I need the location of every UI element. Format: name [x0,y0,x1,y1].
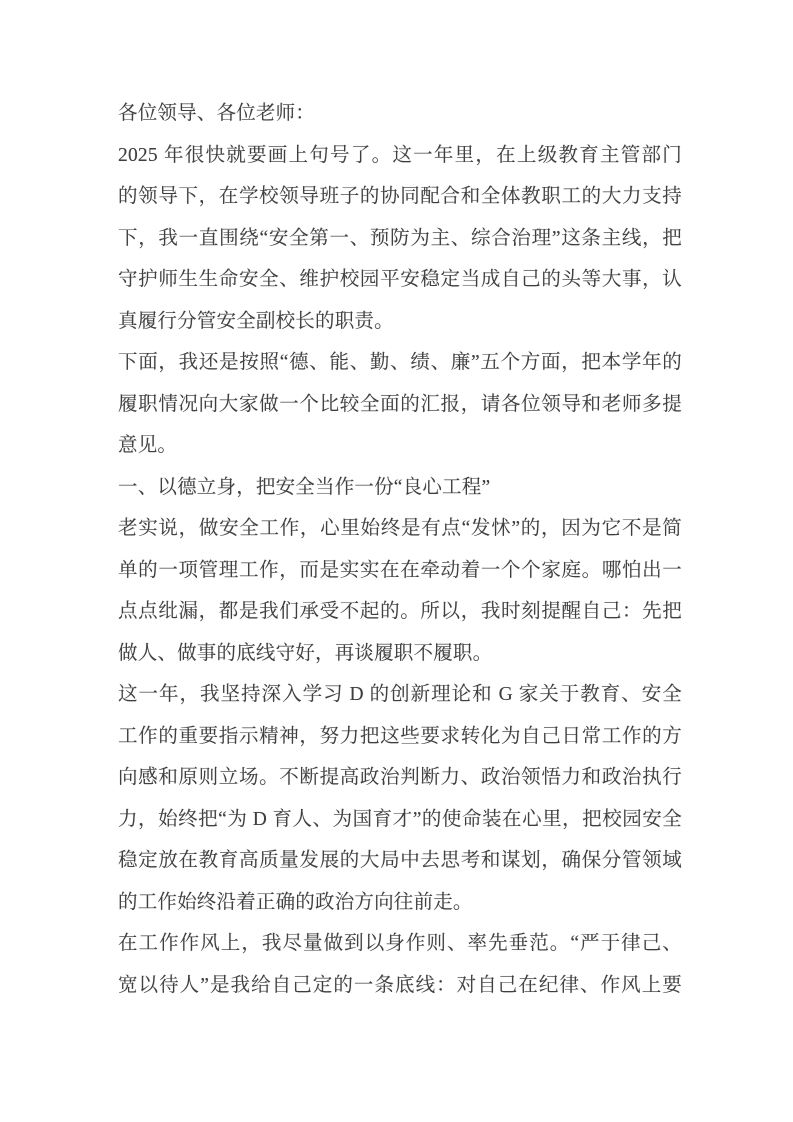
text-line: 守护师生生命安全、维护校园平安稳定当成自己的头等大事，认 [118,269,682,290]
text-line: 2025 年很快就要画上句号了。这一年里，在上级教育主管部门 [118,144,682,166]
document-body [118,93,682,1006]
text-line: 的领导下，在学校领导班子的协同配合和全体教职工的大力支持 [118,186,682,207]
text-line: 老实说，做安全工作，心里始终是有点“发怵”的，因为它不是简 [118,518,682,539]
text-line: 向感和原则立场。不断提高政治判断力、政治领悟力和政治执行 [118,767,682,788]
text-line: 稳定放在教育高质量发展的大局中去思考和谋划，确保分管领域 [118,850,682,871]
text-line: 在工作作风上，我尽量做到以身作则、率先垂范。“严于律己、 [118,933,682,954]
text-line: 下，我一直围绕“安全第一、预防为主、综合治理”这条主线，把 [118,227,682,249]
text-line: 点点纰漏，都是我们承受不起的。所以，我时刻提醒自己：先把 [118,601,682,622]
text-line: 真履行分管安全副校长的职责。 [118,310,394,332]
text-line: 单的一项管理工作，而是实实在在牵动着一个个家庭。哪怕出一 [118,559,682,581]
text-line: 工作的重要指示精神，努力把这些要求转化为自己日常工作的方 [118,725,682,747]
text-line: 意见。 [118,435,178,456]
text-line: 力，始终把“为 D 育人、为国育才”的使命装在心里，把校园安全 [118,808,682,830]
text-line: 这一年，我坚持深入学习 D 的创新理论和 G 家关于教育、安全 [118,684,682,705]
text-line: 下面，我还是按照“德、能、勤、绩、廉”五个方面，把本学年的 [118,352,682,373]
section-heading: 一、以德立身，把安全当作一份“良心工程” [118,476,491,498]
text-line: 的工作始终沿着正确的政治方向往前走。 [118,891,473,913]
salutation-line: 各位领导、各位老师： [118,103,316,124]
text-line: 履职情况向大家做一个比较全面的汇报，请各位领导和老师多提 [118,393,682,415]
text-line: 宽以待人”是我给自己定的一条底线：对自己在纪律、作风上要 [118,974,682,996]
text-line: 做人、做事的底线守好，再谈履职不履职。 [118,642,493,664]
